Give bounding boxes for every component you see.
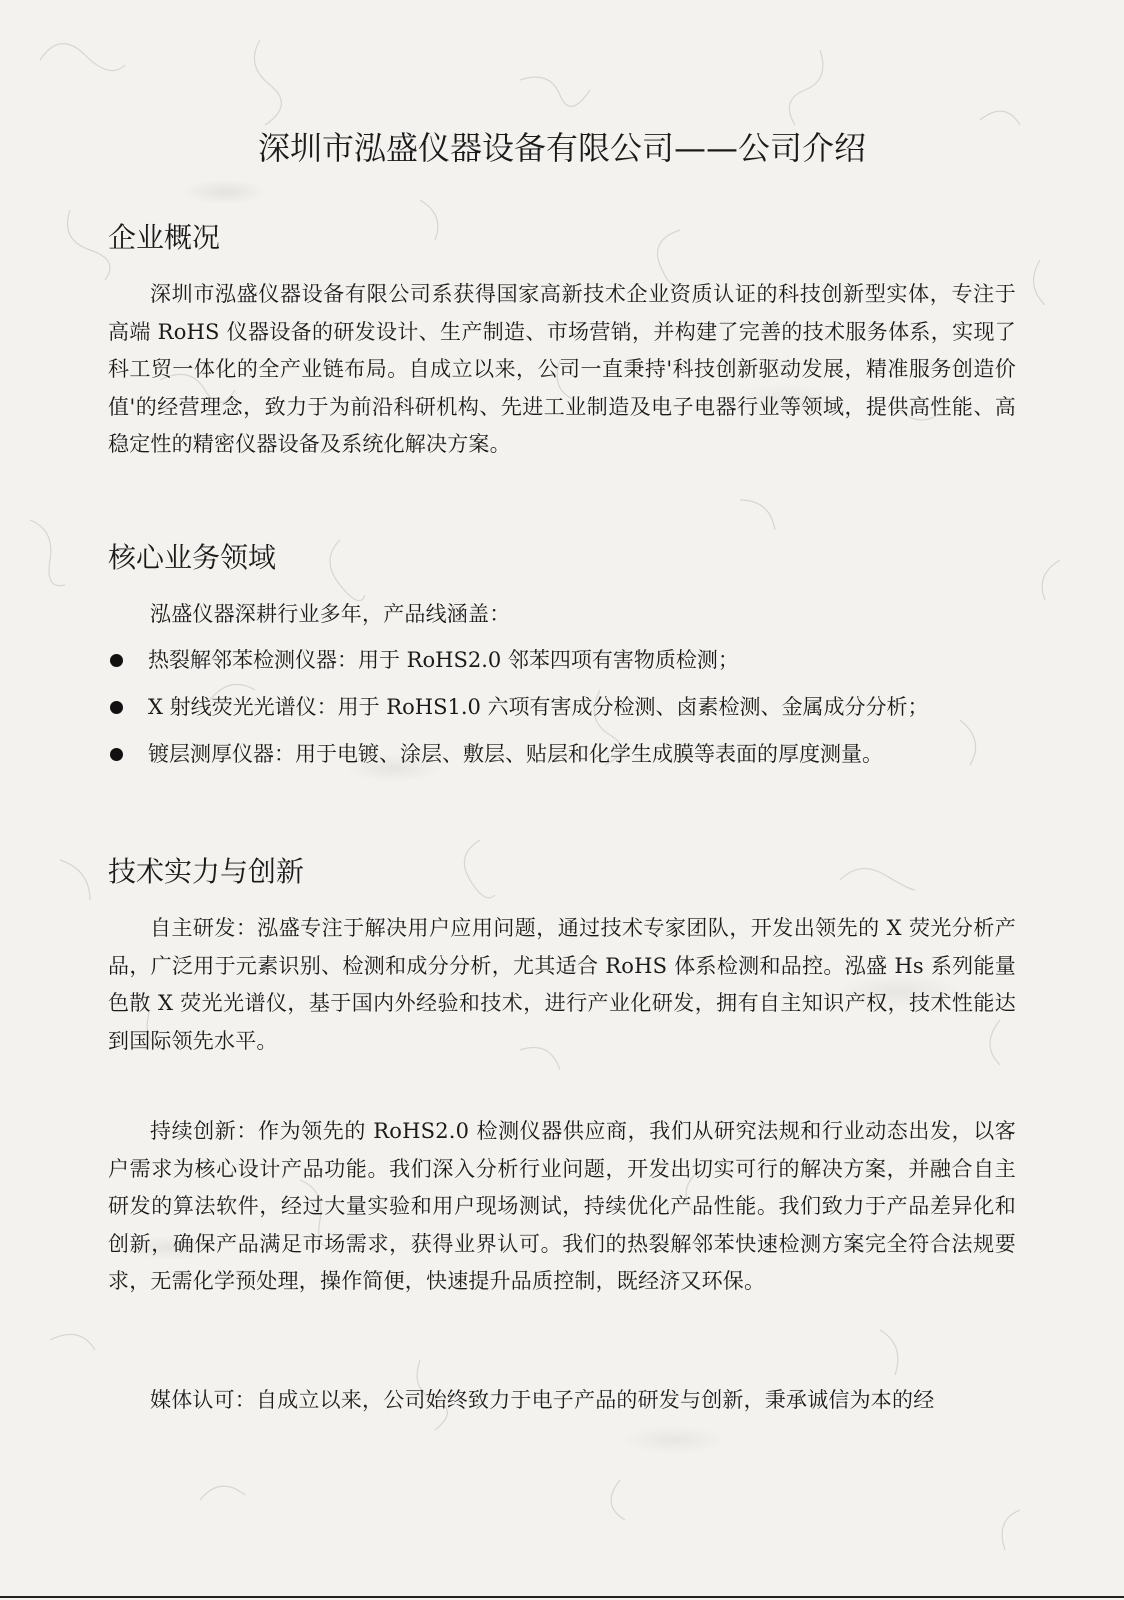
bullet-icon [110,654,123,667]
section-heading-overview: 企业概况 [108,221,221,254]
media-paragraph: 媒体认可：自成立以来，公司始终致力于电子产品的研发与创新，秉承诚信为本的经 [150,1388,935,1412]
section-heading-technology: 技术实力与创新 [108,855,305,888]
list-item-text: 镀层测厚仪器：用于电镀、涂层、敷层、贴层和化学生成膜等表面的厚度测量。 [148,742,883,766]
innovation-paragraph: 持续创新：作为领先的 RoHS2.0 检测仪器供应商，我们从研究法规和行业动态出发，以客户需求为核心设计产品功能。我们深入分析行业问题，开发出切实可行的解决方案，并融合自主研发的算法软件，经过大量实验和用户现场测试，持续优化产品性能。我们致力于产品差异化和创新，确保产品满足市场需求，获得业界认可。我们的热裂解邻苯快速检测方案完全符合法规要求，无需化学预处理，操作简便，快速提升品质控制，既经济又环保。 [108,1119,1016,1293]
section-heading-core-business: 核心业务领域 [108,541,277,574]
list-item [108,637,1016,684]
bottom-border [0,1596,1124,1598]
overview-paragraph: 深圳市泓盛仪器设备有限公司系获得国家高新技术企业资质认证的科技创新型实体，专注于高端 RoHS 仪器设备的研发设计、生产制造、市场营销，并构建了完善的技术服务体系，实现了科工贸一体化的全产业链布局。自成立以来，公司一直秉持'科技创新驱动发展，精准服务创造价值'的经营理念，致力于为前沿科研机构、先进工业制造及电子电器行业等领域，提供高性能、高稳定性的精密仪器设备及系统化解决方案。 [108,282,1016,456]
list-item [108,731,1016,778]
bullet-icon [110,748,123,761]
bullet-icon [110,701,123,714]
product-line-list [108,637,1016,778]
core-business-intro: 泓盛仪器深耕行业多年，产品线涵盖： [150,602,511,626]
list-item-text: X 射线荧光光谱仪：用于 RoHS1.0 六项有害成分检测、卤素检测、金属成分分析； [148,695,929,719]
list-item [108,684,1016,731]
rd-paragraph: 自主研发：泓盛专注于解决用户应用问题，通过技术专家团队，开发出领先的 X 荧光分析产品，广泛用于元素识别、检测和成分分析，尤其适合 RoHS 体系检测和品控。泓盛 Hs 系列能量色散 X 荧光光谱仪，基于国内外经验和技术，进行产业化研发，拥有自主知识产权，技术性能达到国际领先水平。 [108,916,1016,1053]
document-title: 深圳市泓盛仪器设备有限公司——公司介绍 [257,129,866,167]
list-item-text: 热裂解邻苯检测仪器：用于 RoHS2.0 邻苯四项有害物质检测； [148,648,739,672]
